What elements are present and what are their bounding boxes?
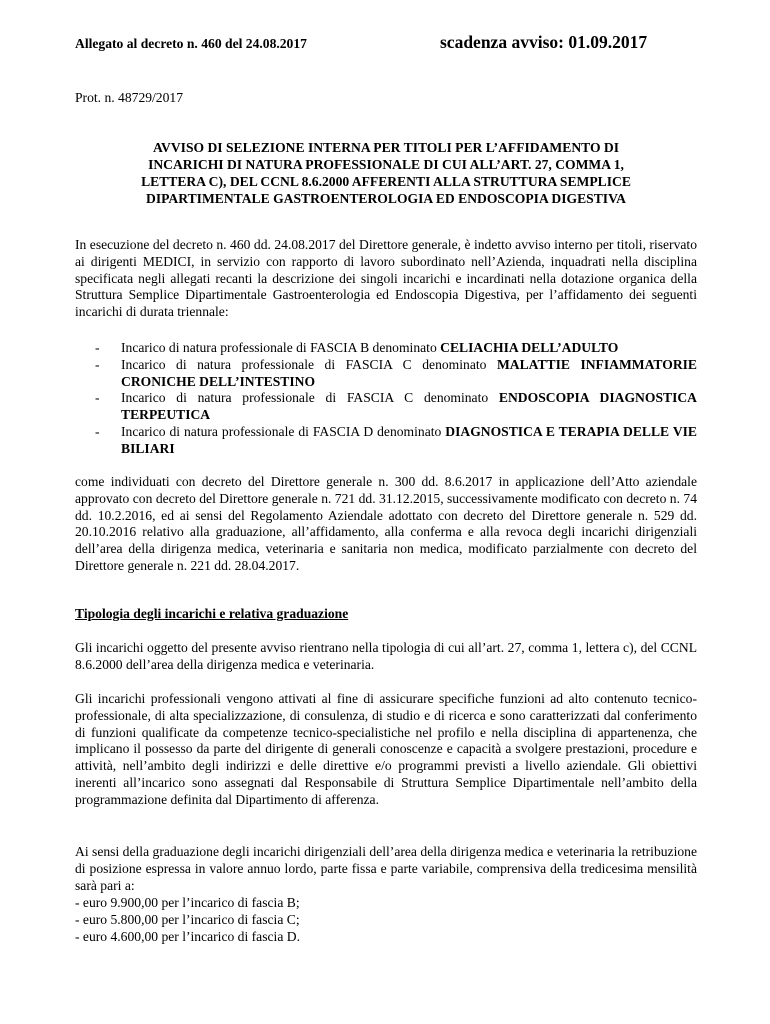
assignment-name: MALATTIE INFIAMMATORIE CRONICHE DELL’INTESTINO <box>121 356 698 389</box>
list-item <box>75 357 697 391</box>
amount-line: - euro 5.800,00 per l’incarico di fascia C; <box>75 912 300 927</box>
assignment-description: Incarico di natura professionale di FASCIA C denominato <box>121 356 497 372</box>
assignment-description: Incarico di natura professionale di FASCIA D denominato <box>121 423 446 439</box>
attachment-reference: Allegato al decreto n. 460 del 24.08.2017 <box>75 36 307 51</box>
list-item <box>75 390 697 424</box>
title-line: LETTERA C), DEL CCNL 8.6.2000 AFFERENTI ALLA STRUTTURA SEMPLICE <box>141 174 631 189</box>
assignment-name: CELIACHIA DELL’ADULTO <box>440 340 619 355</box>
list-item <box>75 340 697 357</box>
remuneration-paragraph: Ai sensi della graduazione degli incarichi dirigenziali dell’area della dirigenza medica e veterinaria la retribuzione di posizione espressa in valore annuo lordo, parte fissa e parte variabile, comprensiva della tredicesima mensilità sarà pari a: <box>75 844 697 893</box>
title-line: DIPARTIMENTALE GASTROENTEROLOGIA ED ENDOSCOPIA DIGESTIVA <box>146 191 626 206</box>
bullet-dash: - <box>95 340 100 355</box>
amount-line: - euro 9.900,00 per l’incarico di fascia B; <box>75 895 300 910</box>
assignment-name: DIAGNOSTICA E TERAPIA DELLE VIE BILIARI <box>121 423 697 456</box>
document-title <box>75 139 697 207</box>
section-heading: Tipologia degli incarichi e relativa graduazione <box>75 606 349 621</box>
list-item <box>75 424 697 458</box>
professional-paragraph: Gli incarichi professionali vengono attivati al fine di assicurare specifiche funzioni ad alto contenuto tecnico-professionale, di alta specializzazione, di consulenza, di studio e di ricerca e sono caratterizzati dal conferimento di funzioni qualificate da competenze tecnico-specialistiche nel profilo e nella disciplina di appartenenza, che implicano il possesso da parte del dirigente di generali conoscenze e capacità a svolgere prestazioni, procedure e attività, nell’ambito degli indirizzi e delle direttive e/o programmi previsti a livello aziendale. Gli obiettivi inerenti all’incarico sono assegnati dal Responsabile di Struttura Semplice Dipartimentale nell’ambito della programmazione definita dal Dipartimento di afferenza. <box>75 691 697 807</box>
title-line: INCARICHI DI NATURA PROFESSIONALE DI CUI ALL’ART. 27, COMMA 1, <box>148 157 624 172</box>
assignment-list <box>75 340 697 458</box>
assignment-name: ENDOSCOPIA DIAGNOSTICA TERPEUTICA <box>121 390 697 423</box>
assignment-description: Incarico di natura professionale di FASCIA B denominato <box>121 340 441 355</box>
bullet-dash: - <box>95 356 100 372</box>
amount-line: - euro 4.600,00 per l’incarico di fascia D. <box>75 929 300 944</box>
typology-paragraph: Gli incarichi oggetto del presente avviso rientrano nella tipologia di cui all’art. 27, comma 1, lettera c), del CCNL 8.6.2000 dell’area della dirigenza medica e veterinaria. <box>75 640 697 672</box>
intro-paragraph: In esecuzione del decreto n. 460 dd. 24.08.2017 del Direttore generale, è indetto avviso interno per titoli, riservato ai dirigenti MEDICI, in servizio con rapporto di lavoro subordinato nell’Azienda, inquadrati nella disciplina specificata negli allegati recanti la descrizione dei singoli incarichi e incardinati nella dotazione organica della Struttura Semplice Dipartimentale Gastroenterologia ed Endoscopia Digestiva, per l’affidamento dei seguenti incarichi di durata triennale: <box>75 237 697 320</box>
deadline-notice: scadenza avviso: 01.09.2017 <box>440 32 648 52</box>
bullet-dash: - <box>95 390 100 406</box>
legal-basis-paragraph: come individuati con decreto del Direttore generale n. 300 dd. 8.6.2017 in applicazione dell’Atto aziendale approvato con decreto del Direttore generale n. 721 dd. 31.12.2015, successivamente modificato con decreto n. 74 dd. 10.2.2016, ed ai sensi del Regolamento Aziendale adottato con decreto del Direttore generale n. 529 dd. 20.10.2016 relativo alla graduazione, all’affidamento, alla conferma e alla revoca degli incarichi dirigenziali dell’area della dirigenza medica, veterinaria e sanitaria non medica, modificato parzialmente con decreto del Direttore generale n. 221 dd. 28.04.2017. <box>75 474 697 573</box>
assignment-description: Incarico di natura professionale di FASCIA C denominato <box>121 390 499 406</box>
title-line: AVVISO DI SELEZIONE INTERNA PER TITOLI PER L’AFFIDAMENTO DI <box>152 140 620 155</box>
bullet-dash: - <box>95 423 100 439</box>
protocol-number: Prot. n. 48729/2017 <box>75 90 183 105</box>
